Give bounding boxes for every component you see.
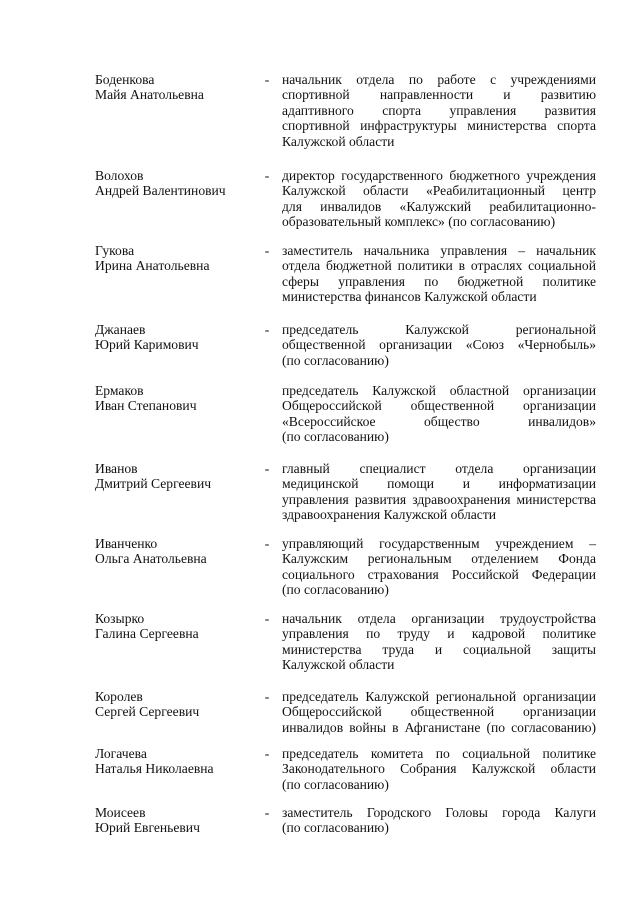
member-surname: Козырко xyxy=(95,611,145,626)
position-line: адаптивного спорта управления развития xyxy=(282,102,596,118)
position-line: главный специалист отдела организации xyxy=(282,461,596,476)
member-given-names: Дмитрий Сергеевич xyxy=(95,476,212,492)
position-line: председатель комитета по социальной политике xyxy=(282,746,596,761)
member-given-names: Юрий Евгеньевич xyxy=(95,820,200,836)
entry-dash: - xyxy=(264,461,270,476)
member-position xyxy=(282,461,596,523)
position-line: Калужской области «Реабилитационный центр xyxy=(282,183,596,199)
member-position xyxy=(282,805,596,836)
member-surname: Моисеев xyxy=(95,805,146,820)
position-line: (по согласованию) xyxy=(282,429,389,445)
entry-dash: - xyxy=(264,611,270,626)
position-line: управляющий государственным учреждением – xyxy=(282,536,596,551)
member-surname: Иванов xyxy=(95,461,138,476)
member-position xyxy=(282,243,596,305)
member-name xyxy=(95,536,265,567)
position-line: спортивной направленности и развитию xyxy=(282,87,596,103)
member-given-names: Сергей Сергеевич xyxy=(95,704,200,720)
position-line: управления по труду и кадровой политике xyxy=(282,626,596,642)
member-surname: Гукова xyxy=(95,243,135,258)
position-line: образовательный комплекс» (по согласованию) xyxy=(282,214,556,230)
position-line: министерства труда и социальной защиты xyxy=(282,641,596,657)
member-position xyxy=(282,536,596,598)
position-line: управления развития здравоохранения министерства xyxy=(282,491,596,507)
position-line: (по согласованию) xyxy=(282,776,389,792)
position-line: председатель Калужской областной организации xyxy=(282,383,596,398)
member-given-names: Майя Анатольевна xyxy=(95,87,204,103)
entry-dash: - xyxy=(264,805,270,820)
position-line: Законодательного Собрания Калужской области xyxy=(282,761,596,777)
member-surname: Иванченко xyxy=(95,536,158,551)
member-name xyxy=(95,322,265,353)
position-line: сферы управления по бюджетной политике xyxy=(282,273,596,289)
member-position xyxy=(282,611,596,673)
position-line: директор государственного бюджетного учреждения xyxy=(282,168,596,183)
member-position xyxy=(282,383,596,445)
position-line: общественной организации «Союз «Чернобыль» xyxy=(282,337,596,353)
position-line: начальник отдела по работе с учреждениями xyxy=(282,72,596,87)
position-line: председатель Калужской региональной организации xyxy=(282,689,596,704)
member-name xyxy=(95,461,265,492)
position-line: Общероссийской общественной организации xyxy=(282,398,596,414)
member-given-names: Иван Степанович xyxy=(95,398,197,414)
member-position xyxy=(282,689,596,735)
member-name xyxy=(95,72,265,103)
position-line: здравоохранения Калужской области xyxy=(282,507,497,523)
position-line: Общероссийской общественной организации xyxy=(282,704,596,720)
member-position xyxy=(282,72,596,149)
entry-dash: - xyxy=(264,322,270,337)
member-given-names: Юрий Каримович xyxy=(95,337,199,353)
member-surname: Ермаков xyxy=(95,383,144,398)
position-line: министерства финансов Калужской области xyxy=(282,289,537,305)
member-surname: Королев xyxy=(95,689,143,704)
member-given-names: Галина Сергеевна xyxy=(95,626,199,642)
entry-dash: - xyxy=(264,243,270,258)
position-line: (по согласованию) xyxy=(282,820,389,836)
entry-dash: - xyxy=(264,746,270,761)
position-line: Калужской области xyxy=(282,657,395,673)
member-given-names: Андрей Валентинович xyxy=(95,183,226,199)
member-surname: Логачева xyxy=(95,746,147,761)
member-name xyxy=(95,611,265,642)
position-line: заместитель начальника управления – начальник xyxy=(282,243,596,258)
position-line: спортивной инфраструктуры министерства спорта xyxy=(282,118,596,134)
entry-dash: - xyxy=(264,536,270,551)
position-line: для инвалидов «Калужский реабилитационно- xyxy=(282,198,596,214)
position-line: (по согласованию) xyxy=(282,582,389,598)
position-line: инвалидов войны в Афганистане (по согласованию) xyxy=(282,719,596,735)
member-position xyxy=(282,322,596,368)
member-given-names: Ирина Анатольевна xyxy=(95,258,210,274)
member-name xyxy=(95,689,265,720)
position-line: заместитель Городского Головы города Калуги xyxy=(282,805,596,820)
position-line: Калужским региональным отделением Фонда xyxy=(282,551,596,567)
member-surname: Джанаев xyxy=(95,322,146,337)
member-name xyxy=(95,168,265,199)
member-position xyxy=(282,746,596,792)
entry-dash: - xyxy=(264,72,270,87)
member-name xyxy=(95,383,265,414)
position-line: «Всероссийское общество инвалидов» xyxy=(282,413,596,429)
member-given-names: Ольга Анатольевна xyxy=(95,551,207,567)
entry-dash: - xyxy=(264,168,270,183)
position-line: социального страхования Российской Федерации xyxy=(282,566,596,582)
position-line: начальник отдела организации трудоустройства xyxy=(282,611,596,626)
entry-dash: - xyxy=(264,689,270,704)
member-surname: Волохов xyxy=(95,168,144,183)
position-line: Калужской области xyxy=(282,133,395,149)
position-line: отдела бюджетной политики в отраслях социальной xyxy=(282,258,596,274)
member-given-names: Наталья Николаевна xyxy=(95,761,214,777)
position-line: медицинской помощи и информатизации xyxy=(282,476,596,492)
member-name xyxy=(95,243,265,274)
member-name xyxy=(95,746,265,777)
member-name xyxy=(95,805,265,836)
position-line: председатель Калужской региональной xyxy=(282,322,596,337)
position-line: (по согласованию) xyxy=(282,352,389,368)
member-position xyxy=(282,168,596,230)
member-surname: Боденкова xyxy=(95,72,155,87)
